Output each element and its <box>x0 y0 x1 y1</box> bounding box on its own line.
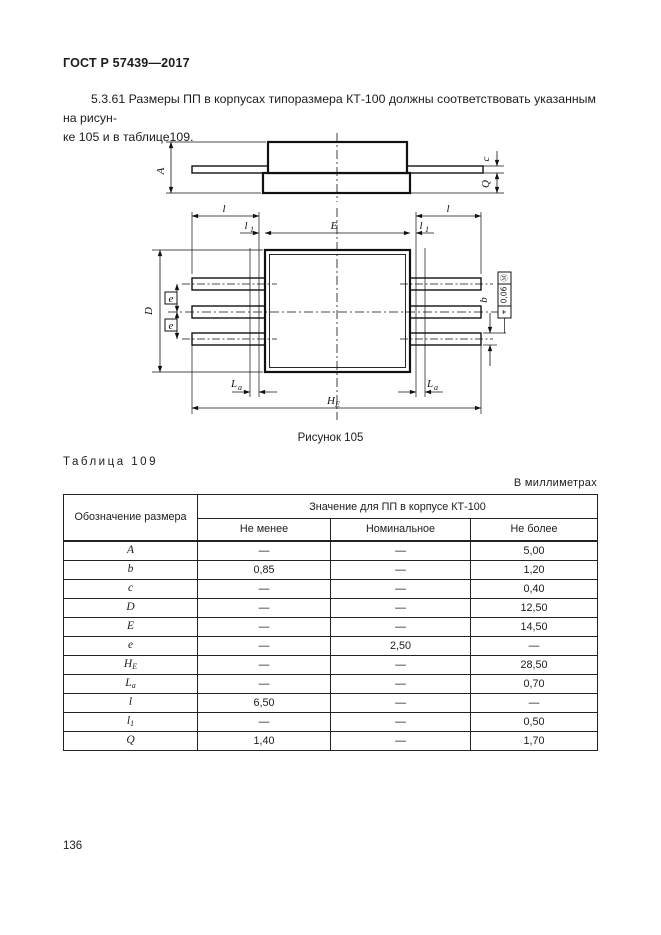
designation: l <box>126 715 131 727</box>
value-max: 28,50 <box>471 655 598 674</box>
side-lead-right <box>407 166 483 173</box>
value-min: — <box>198 598 331 617</box>
designation: e <box>127 639 134 651</box>
dim-label-La-right: L <box>426 378 434 390</box>
value-max: 0,50 <box>471 712 598 731</box>
designation: b <box>127 563 134 575</box>
dim-label-e-1: e <box>168 293 174 305</box>
column-header-designation: Обозначение размера <box>64 495 198 541</box>
value-min: — <box>198 655 331 674</box>
dim-label-l-right: l <box>446 203 450 215</box>
table-row <box>64 598 598 617</box>
dim-label-HE-sub: E <box>335 400 340 409</box>
page-number: 136 <box>63 840 83 852</box>
dim-label-La-right-sub: a <box>434 383 438 392</box>
designation: l <box>128 696 133 708</box>
dim-label-Q: Q <box>480 180 492 188</box>
designation: H <box>123 658 133 670</box>
table-109 <box>63 494 598 751</box>
value-nom: — <box>331 541 471 561</box>
value-min: — <box>198 541 331 561</box>
value-min: — <box>198 674 331 693</box>
table-109-section <box>63 456 597 751</box>
position-tolerance-icon: ⌖ <box>499 309 509 315</box>
column-header-span: Значение для ПП в корпусе КТ-100 <box>198 495 598 519</box>
table-units-note: В миллиметрах <box>513 477 597 489</box>
document-title: ГОСТ Р 57439—2017 <box>63 56 190 70</box>
dim-label-La-left-sub: a <box>238 383 242 392</box>
table-row <box>64 579 598 598</box>
value-nom: — <box>331 579 471 598</box>
dim-label-l1-right: l <box>419 220 423 232</box>
dim-label-E: E <box>330 220 338 232</box>
designation: c <box>127 582 134 594</box>
value-nom: — <box>331 617 471 636</box>
dim-label-l-left: l <box>222 203 226 215</box>
value-min: 1,40 <box>198 731 331 750</box>
table-row <box>64 617 598 636</box>
value-min: — <box>198 617 331 636</box>
table-row <box>64 731 598 750</box>
value-max: — <box>471 693 598 712</box>
plan-view <box>152 208 511 420</box>
value-min: 0,85 <box>198 560 331 579</box>
designation: L <box>125 677 132 689</box>
plan-body-outer <box>265 250 410 372</box>
value-nom: — <box>331 598 471 617</box>
paragraph-line-1: 5.3.61 Размеры ПП в корпусах типоразмера КТ-100 должны соответствовать указанным на рисун- <box>63 92 596 125</box>
value-min: — <box>198 636 331 655</box>
side-body-cap <box>268 142 407 173</box>
dim-label-La-left: L <box>230 378 238 390</box>
value-max: 1,70 <box>471 731 598 750</box>
value-nom: — <box>331 560 471 579</box>
dim-label-HE: H <box>327 395 335 407</box>
designation: D <box>126 601 135 613</box>
value-min: 6,50 <box>198 693 331 712</box>
value-nom: — <box>331 655 471 674</box>
column-header-max: Не более <box>471 519 598 541</box>
dim-label-l1-right-sub: 1 <box>425 225 429 234</box>
dim-label-l1-left: l <box>244 220 248 232</box>
value-nom: 2,50 <box>331 636 471 655</box>
figure-caption: Рисунок 105 <box>297 432 364 444</box>
value-nom: — <box>331 674 471 693</box>
dim-label-A: A <box>155 167 167 175</box>
tolerance-value: 0,06 <box>499 286 509 304</box>
designation: A <box>126 544 135 556</box>
table-row <box>64 636 598 655</box>
side-lead-left <box>192 166 268 173</box>
paragraph-line-2: ке 105 и в таблице109. <box>63 130 194 144</box>
dim-label-b: b <box>478 297 490 303</box>
value-min: — <box>198 579 331 598</box>
table-row <box>64 674 598 693</box>
value-min: — <box>198 712 331 731</box>
value-nom: — <box>331 712 471 731</box>
value-max: 14,50 <box>471 617 598 636</box>
value-max: 0,70 <box>471 674 598 693</box>
dim-label-D: D <box>143 307 155 315</box>
table-row <box>64 655 598 674</box>
designation: Q <box>126 734 135 746</box>
side-view <box>166 133 504 202</box>
value-max: 5,00 <box>471 541 598 561</box>
table-title: Таблица 109 <box>63 456 158 468</box>
table-row <box>64 712 598 731</box>
value-max: — <box>471 636 598 655</box>
value-max: 12,50 <box>471 598 598 617</box>
designation-sub: E <box>132 662 138 671</box>
column-header-nominal: Номинальное <box>331 519 471 541</box>
value-max: 0,40 <box>471 579 598 598</box>
table-row <box>64 560 598 579</box>
dim-label-e-2: e <box>168 320 174 332</box>
designation-sub: 1 <box>130 719 135 728</box>
tolerance-modifier-symbol: Ⓜ <box>499 274 509 282</box>
designation-sub: a <box>131 681 136 690</box>
dim-label-l1-left-sub: 1 <box>250 225 254 234</box>
column-header-min: Не менее <box>198 519 331 541</box>
side-body-base <box>263 173 410 193</box>
value-nom: — <box>331 693 471 712</box>
table-row <box>64 541 598 561</box>
designation: E <box>126 620 135 632</box>
dim-label-c: c <box>480 156 492 162</box>
table-row <box>64 693 598 712</box>
value-max: 1,20 <box>471 560 598 579</box>
value-nom: — <box>331 731 471 750</box>
figure-105-drawing <box>0 130 661 430</box>
